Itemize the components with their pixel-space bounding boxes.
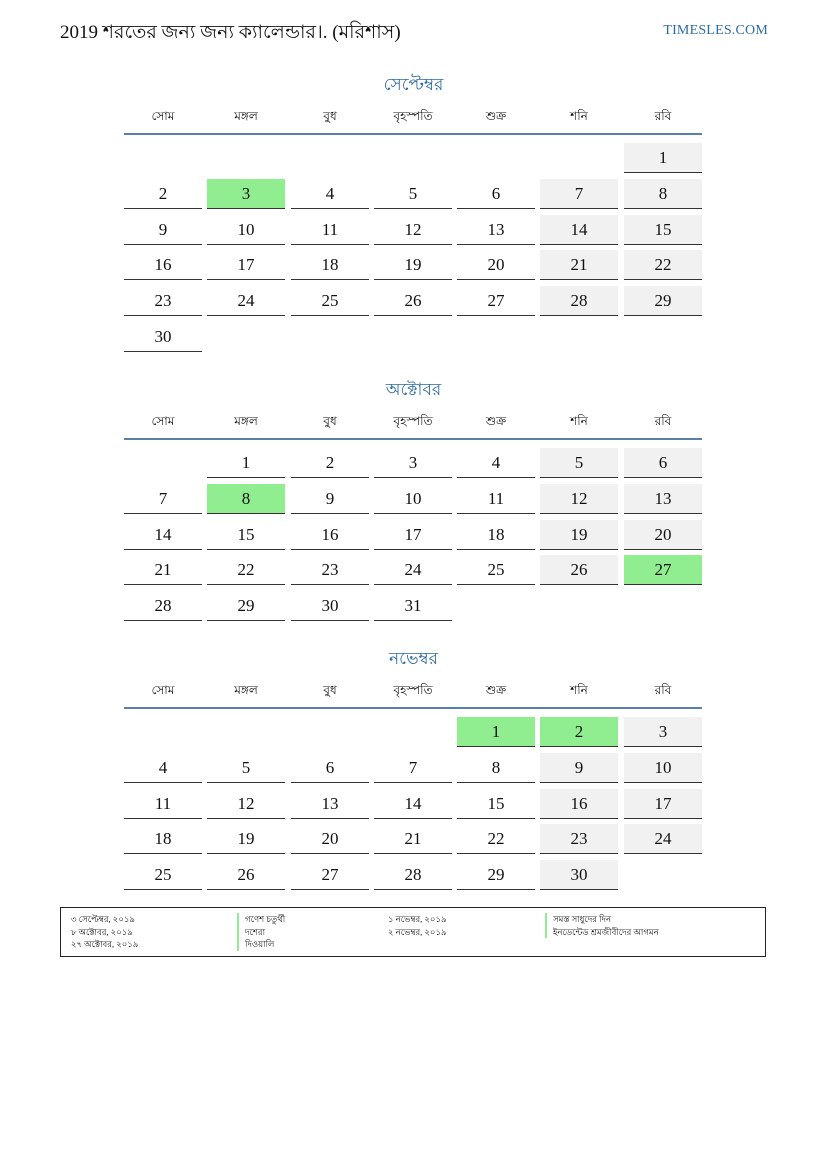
day-cell: 19 xyxy=(374,250,452,280)
day-cell: 2 xyxy=(291,448,369,478)
month-title: অক্টোবর xyxy=(385,380,442,399)
day-cell: 21 xyxy=(374,824,452,854)
day-cell: 11 xyxy=(457,484,535,514)
weekday-header: শনি xyxy=(570,683,588,697)
day-cell: 21 xyxy=(124,555,202,585)
weekday-header: সোম xyxy=(151,414,175,428)
weekday-header: মঙ্গল xyxy=(234,414,258,428)
day-cell-holiday: 1 xyxy=(457,717,535,747)
day-cell-holiday: 27 xyxy=(624,555,702,585)
day-cell: 7 xyxy=(124,484,202,514)
day-cell: 7 xyxy=(374,753,452,783)
day-cell: 8 xyxy=(457,753,535,783)
day-cell: 6 xyxy=(291,753,369,783)
weekday-header: সোম xyxy=(151,683,175,697)
legend-date: ৩ সেপ্টেম্বর, ২০১৯ xyxy=(71,914,135,924)
day-cell: 16 xyxy=(540,789,618,819)
day-cell: 24 xyxy=(207,286,285,316)
day-cell: 20 xyxy=(624,520,702,550)
day-cell-holiday: 8 xyxy=(207,484,285,514)
weekday-header: শুক্র xyxy=(485,414,507,428)
day-cell: 7 xyxy=(540,179,618,209)
weekday-header: বৃহস্পতি xyxy=(393,414,433,428)
weekday-header: শুক্র xyxy=(485,109,507,123)
month-title: নভেম্বর xyxy=(388,649,438,668)
day-cell: 15 xyxy=(457,789,535,819)
weekday-header: রবি xyxy=(654,109,672,123)
day-cell-holiday: 2 xyxy=(540,717,618,747)
day-cell: 26 xyxy=(374,286,452,316)
weekday-header: শুক্র xyxy=(485,683,507,697)
day-cell: 8 xyxy=(624,179,702,209)
day-cell: 10 xyxy=(207,215,285,245)
day-cell: 14 xyxy=(124,520,202,550)
day-cell: 28 xyxy=(540,286,618,316)
day-cell: 21 xyxy=(540,250,618,280)
day-cell: 3 xyxy=(624,717,702,747)
day-cell: 27 xyxy=(457,286,535,316)
page-title: 2019 শরতের জন্য জন্য ক্যালেন্ডার।. (মরিশাস) xyxy=(60,22,401,43)
day-cell: 17 xyxy=(207,250,285,280)
weekday-header: শনি xyxy=(570,109,588,123)
header-divider xyxy=(124,133,702,135)
legend-holiday-name: সমস্ত সাধুদের দিন xyxy=(545,913,659,926)
day-cell: 15 xyxy=(624,215,702,245)
weekday-header: বুধ xyxy=(323,414,337,428)
day-cell: 31 xyxy=(374,591,452,621)
legend-names-1 xyxy=(239,913,285,951)
day-cell: 17 xyxy=(624,789,702,819)
day-cell: 12 xyxy=(374,215,452,245)
legend-names-2 xyxy=(547,913,659,938)
day-cell: 26 xyxy=(540,555,618,585)
weekday-header: বুধ xyxy=(323,683,337,697)
day-cell: 26 xyxy=(207,860,285,890)
day-cell: 1 xyxy=(624,143,702,173)
weekday-header: বৃহস্পতি xyxy=(393,683,433,697)
day-cell: 29 xyxy=(457,860,535,890)
day-cell: 22 xyxy=(457,824,535,854)
day-cell: 18 xyxy=(291,250,369,280)
day-cell: 9 xyxy=(124,215,202,245)
day-cell: 4 xyxy=(124,753,202,783)
day-cell: 9 xyxy=(540,753,618,783)
day-cell: 4 xyxy=(291,179,369,209)
day-cell: 17 xyxy=(374,520,452,550)
weekday-header: বৃহস্পতি xyxy=(393,109,433,123)
weekday-header: সোম xyxy=(151,109,175,123)
day-cell: 13 xyxy=(291,789,369,819)
day-cell: 12 xyxy=(207,789,285,819)
day-cell: 11 xyxy=(291,215,369,245)
legend-dates-1 xyxy=(71,913,138,951)
day-cell: 14 xyxy=(374,789,452,819)
weekday-header: বুধ xyxy=(323,109,337,123)
day-cell: 25 xyxy=(457,555,535,585)
legend-holiday-name: গণেশ চতুর্থী xyxy=(237,913,285,926)
legend-dates-2 xyxy=(388,913,447,938)
day-cell: 30 xyxy=(540,860,618,890)
day-cell: 18 xyxy=(457,520,535,550)
day-cell: 13 xyxy=(624,484,702,514)
day-cell: 11 xyxy=(124,789,202,819)
legend-holiday-name: দিওয়ালি xyxy=(237,938,285,951)
day-cell: 29 xyxy=(624,286,702,316)
day-cell: 1 xyxy=(207,448,285,478)
day-cell: 12 xyxy=(540,484,618,514)
weekday-header: রবি xyxy=(654,414,672,428)
header-divider xyxy=(124,438,702,440)
day-cell: 20 xyxy=(291,824,369,854)
day-cell: 27 xyxy=(291,860,369,890)
legend-date: ২ নভেম্বর, ২০১৯ xyxy=(388,926,447,937)
day-cell: 5 xyxy=(540,448,618,478)
day-cell: 22 xyxy=(624,250,702,280)
weekday-header: মঙ্গল xyxy=(234,109,258,123)
day-cell: 16 xyxy=(291,520,369,550)
day-cell: 3 xyxy=(374,448,452,478)
day-cell: 28 xyxy=(374,860,452,890)
day-cell: 13 xyxy=(457,215,535,245)
day-cell: 30 xyxy=(291,591,369,621)
day-cell: 24 xyxy=(374,555,452,585)
day-cell: 14 xyxy=(540,215,618,245)
day-cell: 4 xyxy=(457,448,535,478)
day-cell: 10 xyxy=(624,753,702,783)
legend-holiday-name: দশেরা xyxy=(237,926,285,939)
day-cell: 23 xyxy=(540,824,618,854)
day-cell: 18 xyxy=(124,824,202,854)
day-cell: 29 xyxy=(207,591,285,621)
day-cell: 5 xyxy=(207,753,285,783)
day-cell: 19 xyxy=(540,520,618,550)
legend-date: ২৭ অক্টোবর, ২০১৯ xyxy=(71,939,139,949)
day-cell: 25 xyxy=(124,860,202,890)
legend-holiday-name: ইনডেন্টেড শ্রমজীবীদের আগমন xyxy=(545,926,659,939)
day-cell: 23 xyxy=(291,555,369,585)
day-cell: 28 xyxy=(124,591,202,621)
legend-date: ৮ অক্টোবর, ২০১৯ xyxy=(71,926,133,937)
weekday-header: মঙ্গল xyxy=(234,683,258,697)
day-cell: 16 xyxy=(124,250,202,280)
day-cell: 10 xyxy=(374,484,452,514)
legend-date: ১ নভেম্বর, ২০১৯ xyxy=(388,914,447,924)
day-cell: 2 xyxy=(124,179,202,209)
day-cell: 5 xyxy=(374,179,452,209)
weekday-header: শনি xyxy=(570,414,588,428)
day-cell: 6 xyxy=(457,179,535,209)
holiday-legend xyxy=(60,907,766,957)
day-cell-holiday: 3 xyxy=(207,179,285,209)
day-cell: 9 xyxy=(291,484,369,514)
month-title: সেপ্টেম্বর xyxy=(383,75,444,94)
day-cell: 6 xyxy=(624,448,702,478)
day-cell: 20 xyxy=(457,250,535,280)
day-cell: 19 xyxy=(207,824,285,854)
day-cell: 22 xyxy=(207,555,285,585)
header-divider xyxy=(124,707,702,709)
day-cell: 23 xyxy=(124,286,202,316)
weekday-header: রবি xyxy=(654,683,672,697)
day-cell: 30 xyxy=(124,322,202,352)
day-cell: 24 xyxy=(624,824,702,854)
day-cell: 25 xyxy=(291,286,369,316)
site-link[interactable]: TIMESLES.COM xyxy=(663,23,768,38)
day-cell: 15 xyxy=(207,520,285,550)
